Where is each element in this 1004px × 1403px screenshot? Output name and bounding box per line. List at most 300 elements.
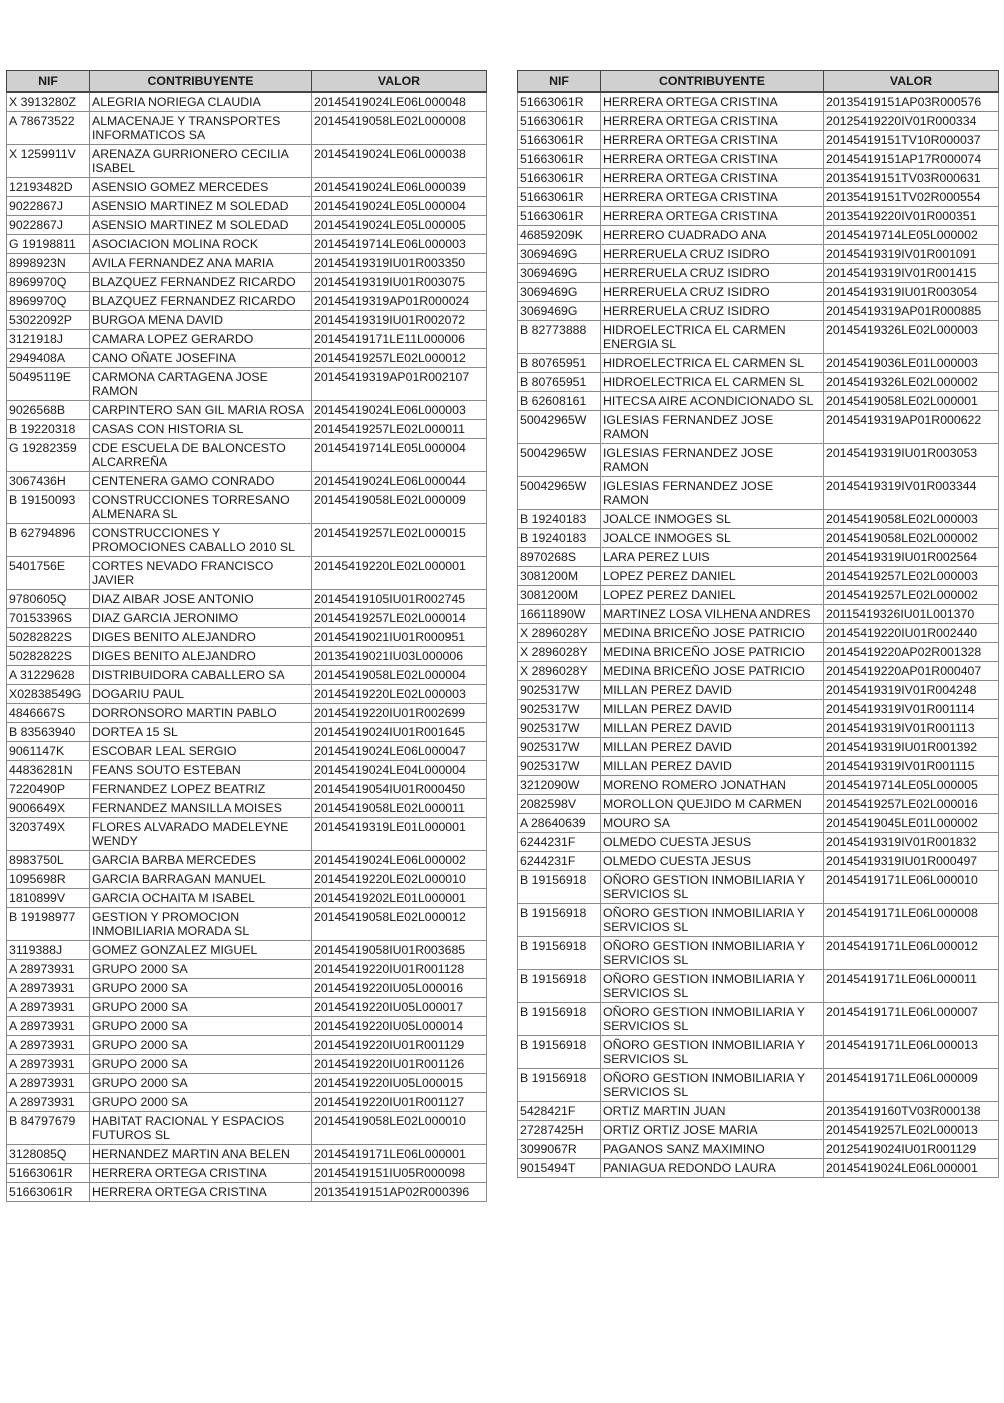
valor-cell: 20145419319AP01R000024 <box>312 292 487 311</box>
nif-cell: B 19240183 <box>518 529 601 548</box>
table-row <box>518 970 999 1003</box>
contribuyente-cell: DORRONSORO MARTIN PABLO <box>90 704 312 723</box>
table-row <box>7 908 487 941</box>
contribuyente-cell: OÑORO GESTION INMOBILIARIA Y SERVICIOS SL <box>601 1069 824 1102</box>
valor-cell: 20145419171LE06L000010 <box>824 871 999 904</box>
nif-cell: 9025317W <box>518 757 601 776</box>
nif-cell: 6244231F <box>518 833 601 852</box>
table-row <box>518 226 999 245</box>
valor-cell: 20145419024LE04L000004 <box>312 761 487 780</box>
valor-cell: 20145419220LE02L000010 <box>312 870 487 889</box>
table-row <box>7 1145 487 1164</box>
table-row <box>7 178 487 197</box>
valor-cell: 20145419319IU01R003075 <box>312 273 487 292</box>
valor-cell: 20145419220IU05L000015 <box>312 1074 487 1093</box>
table-row <box>7 851 487 870</box>
table-row <box>7 818 487 851</box>
contribuyente-cell: GARCIA BARRAGAN MANUEL <box>90 870 312 889</box>
nif-cell: B 80765951 <box>518 373 601 392</box>
contribuyente-cell: HERNANDEZ MARTIN ANA BELEN <box>90 1145 312 1164</box>
valor-cell: 20145419319LE01L000001 <box>312 818 487 851</box>
nif-cell: B 19156918 <box>518 1036 601 1069</box>
nif-cell: 8970268S <box>518 548 601 567</box>
contribuyente-cell: LOPEZ PEREZ DANIEL <box>601 586 824 605</box>
contribuyente-cell: MILLAN PEREZ DAVID <box>601 719 824 738</box>
nif-cell: 70153396S <box>7 609 90 628</box>
valor-cell: 20135419151TV02R000554 <box>824 188 999 207</box>
valor-cell: 20145419257LE02L000016 <box>824 795 999 814</box>
table-row <box>518 776 999 795</box>
nif-cell: 3128085Q <box>7 1145 90 1164</box>
contribuyente-cell: ASENSIO MARTINEZ M SOLEDAD <box>90 216 312 235</box>
contribuyente-cell: JOALCE INMOGES SL <box>601 510 824 529</box>
nif-cell: A 28973931 <box>7 1055 90 1074</box>
table-row <box>518 1003 999 1036</box>
contribuyente-cell: JOALCE INMOGES SL <box>601 529 824 548</box>
nif-cell: B 19156918 <box>518 871 601 904</box>
contribuyente-cell: GESTION Y PROMOCION INMOBILIARIA MORADA SL <box>90 908 312 941</box>
table-row <box>518 757 999 776</box>
table-row <box>7 92 487 112</box>
nif-cell: 3069469G <box>518 283 601 302</box>
nif-cell: B 19156918 <box>518 904 601 937</box>
table-row <box>518 1121 999 1140</box>
contribuyente-cell: MOROLLON QUEJIDO M CARMEN <box>601 795 824 814</box>
valor-cell: 20145419220IU01R001127 <box>312 1093 487 1112</box>
table-row <box>7 1017 487 1036</box>
contribuyente-cell: FERNANDEZ MANSILLA MOISES <box>90 799 312 818</box>
contribuyente-cell: MILLAN PEREZ DAVID <box>601 681 824 700</box>
nif-cell: B 82773888 <box>518 321 601 354</box>
valor-cell: 20145419202LE01L000001 <box>312 889 487 908</box>
nif-cell: A 28973931 <box>7 998 90 1017</box>
valor-cell: 20125419024IU01R001129 <box>824 1140 999 1159</box>
valor-cell: 20145419319IV01R001091 <box>824 245 999 264</box>
nif-cell: G 19282359 <box>7 439 90 472</box>
table-row <box>7 941 487 960</box>
contribuyente-cell: HERRERA ORTEGA CRISTINA <box>601 112 824 131</box>
valor-cell: 20145419024LE06L000039 <box>312 178 487 197</box>
nif-cell: 53022092P <box>7 311 90 330</box>
valor-cell: 20145419319IV01R003344 <box>824 477 999 510</box>
table-row <box>7 112 487 145</box>
table-row <box>7 889 487 908</box>
nif-cell: 4846667S <box>7 704 90 723</box>
valor-cell: 20145419326LE02L000002 <box>824 373 999 392</box>
nif-cell: 9015494T <box>518 1159 601 1178</box>
nif-cell: A 28973931 <box>7 1017 90 1036</box>
nif-cell: B 19156918 <box>518 1003 601 1036</box>
table-row <box>7 647 487 666</box>
contribuyente-cell: GRUPO 2000 SA <box>90 960 312 979</box>
contribuyente-cell: IGLESIAS FERNANDEZ JOSE RAMON <box>601 477 824 510</box>
contribuyente-cell: ASOCIACION MOLINA ROCK <box>90 235 312 254</box>
nif-cell: 8998923N <box>7 254 90 273</box>
valor-cell: 20145419058LE02L000010 <box>312 1112 487 1145</box>
table-row <box>7 197 487 216</box>
nif-cell: 9025317W <box>518 700 601 719</box>
nif-cell: 50042965W <box>518 477 601 510</box>
table-row <box>518 1102 999 1121</box>
contribuyente-cell: BURGOA MENA DAVID <box>90 311 312 330</box>
valor-cell: 20145419171LE06L000009 <box>824 1069 999 1102</box>
contribuyente-cell: OLMEDO CUESTA JESUS <box>601 833 824 852</box>
contribuyente-cell: DOGARIU PAUL <box>90 685 312 704</box>
nif-cell: B 19198977 <box>7 908 90 941</box>
table-row <box>518 624 999 643</box>
contribuyente-cell: BLAZQUEZ FERNANDEZ RICARDO <box>90 273 312 292</box>
table-row <box>7 998 487 1017</box>
nif-cell: A 28973931 <box>7 1074 90 1093</box>
nif-cell: 2082598V <box>518 795 601 814</box>
nif-cell: A 31229628 <box>7 666 90 685</box>
nif-cell: 3099067R <box>518 1140 601 1159</box>
contribuyente-cell: HERRERA ORTEGA CRISTINA <box>601 131 824 150</box>
nif-cell: 5401756E <box>7 557 90 590</box>
contribuyente-cell: HERRERA ORTEGA CRISTINA <box>601 92 824 112</box>
contribuyente-cell: HERRERUELA CRUZ ISIDRO <box>601 264 824 283</box>
nif-cell: 3069469G <box>518 264 601 283</box>
contribuyente-cell: IGLESIAS FERNANDEZ JOSE RAMON <box>601 444 824 477</box>
nif-cell: 50282822S <box>7 647 90 666</box>
valor-cell: 20145419171LE06L000013 <box>824 1036 999 1069</box>
valor-cell: 20145419220IU01R001128 <box>312 960 487 979</box>
contribuyente-cell: DIAZ GARCIA JERONIMO <box>90 609 312 628</box>
contribuyente-cell: DORTEA 15 SL <box>90 723 312 742</box>
valor-cell: 20145419319IV01R004248 <box>824 681 999 700</box>
contribuyente-cell: CASAS CON HISTORIA SL <box>90 420 312 439</box>
contribuyente-cell: HERRERUELA CRUZ ISIDRO <box>601 302 824 321</box>
table-row <box>7 254 487 273</box>
header-contribuyente: CONTRIBUYENTE <box>601 71 824 93</box>
contribuyente-cell: OÑORO GESTION INMOBILIARIA Y SERVICIOS SL <box>601 970 824 1003</box>
table-row <box>518 112 999 131</box>
valor-cell: 20145419319IV01R001115 <box>824 757 999 776</box>
contribuyente-cell: GARCIA OCHAITA M ISABEL <box>90 889 312 908</box>
valor-cell: 20135419220IV01R000351 <box>824 207 999 226</box>
table-row <box>7 216 487 235</box>
table-row <box>518 529 999 548</box>
valor-cell: 20145419036LE01L000003 <box>824 354 999 373</box>
valor-cell: 20145419024LE06L000047 <box>312 742 487 761</box>
contribuyente-cell: HIDROELECTRICA EL CARMEN SL <box>601 354 824 373</box>
table-row <box>7 311 487 330</box>
valor-cell: 20145419257LE02L000013 <box>824 1121 999 1140</box>
nif-cell: 1095698R <box>7 870 90 889</box>
table-row <box>7 761 487 780</box>
contribuyente-cell: GRUPO 2000 SA <box>90 998 312 1017</box>
table-row <box>7 1164 487 1183</box>
nif-cell: 8969970Q <box>7 273 90 292</box>
contribuyente-cell: HERRERA ORTEGA CRISTINA <box>601 207 824 226</box>
table-row <box>7 1093 487 1112</box>
table-row <box>7 666 487 685</box>
nif-cell: 3121918J <box>7 330 90 349</box>
nif-cell: X 2896028Y <box>518 643 601 662</box>
table-row <box>518 131 999 150</box>
table-row <box>7 401 487 420</box>
table-row <box>7 870 487 889</box>
table-row <box>518 302 999 321</box>
table-row <box>518 92 999 112</box>
table-row <box>7 368 487 401</box>
contribuyente-cell: MOURO SA <box>601 814 824 833</box>
valor-cell: 20145419024LE06L000002 <box>312 851 487 870</box>
nif-cell: A 28973931 <box>7 1036 90 1055</box>
nif-cell: B 19156918 <box>518 937 601 970</box>
nif-cell: X02838549G <box>7 685 90 704</box>
contribuyente-cell: FEANS SOUTO ESTEBAN <box>90 761 312 780</box>
valor-cell: 20145419024LE06L000038 <box>312 145 487 178</box>
valor-cell: 20145419171LE06L000001 <box>312 1145 487 1164</box>
contribuyente-cell: PANIAGUA REDONDO LAURA <box>601 1159 824 1178</box>
contribuyente-cell: ORTIZ ORTIZ JOSE MARIA <box>601 1121 824 1140</box>
left-table <box>6 70 487 1202</box>
valor-cell: 20145419257LE02L000003 <box>824 567 999 586</box>
contribuyente-cell: MARTINEZ LOSA VILHENA ANDRES <box>601 605 824 624</box>
contribuyente-cell: CENTENERA GAMO CONRADO <box>90 472 312 491</box>
table-row <box>518 373 999 392</box>
contribuyente-cell: BLAZQUEZ FERNANDEZ RICARDO <box>90 292 312 311</box>
valor-cell: 20145419714LE06L000003 <box>312 235 487 254</box>
nif-cell: 51663061R <box>518 169 601 188</box>
right-table <box>517 70 999 1178</box>
contribuyente-cell: CORTES NEVADO FRANCISCO JAVIER <box>90 557 312 590</box>
nif-cell: 9022867J <box>7 216 90 235</box>
table-row <box>518 392 999 411</box>
valor-cell: 20145419021IU01R000951 <box>312 628 487 647</box>
table-row <box>518 643 999 662</box>
valor-cell: 20145419220IU01R001129 <box>312 1036 487 1055</box>
contribuyente-cell: PAGANOS SANZ MAXIMINO <box>601 1140 824 1159</box>
contribuyente-cell: FERNANDEZ LOPEZ BEATRIZ <box>90 780 312 799</box>
nif-cell: 44836281N <box>7 761 90 780</box>
table-row <box>518 150 999 169</box>
table-row <box>7 742 487 761</box>
nif-cell: 3069469G <box>518 302 601 321</box>
contribuyente-cell: ALMACENAJE Y TRANSPORTES INFORMATICOS SA <box>90 112 312 145</box>
contribuyente-cell: DIAZ AIBAR JOSE ANTONIO <box>90 590 312 609</box>
contribuyente-cell: HERRERA ORTEGA CRISTINA <box>601 150 824 169</box>
valor-cell: 20145419319IU01R001392 <box>824 738 999 757</box>
contribuyente-cell: ALEGRIA NORIEGA CLAUDIA <box>90 92 312 112</box>
header-row <box>518 71 999 93</box>
valor-cell: 20135419021IU03L000006 <box>312 647 487 666</box>
table-row <box>518 264 999 283</box>
nif-cell: 9026568B <box>7 401 90 420</box>
valor-cell: 20145419319IU01R003054 <box>824 283 999 302</box>
nif-cell: 9006649X <box>7 799 90 818</box>
nif-cell: B 19240183 <box>518 510 601 529</box>
contribuyente-cell: OÑORO GESTION INMOBILIARIA Y SERVICIOS SL <box>601 1036 824 1069</box>
table-row <box>7 349 487 368</box>
table-row <box>7 524 487 557</box>
nif-cell: 3081200M <box>518 567 601 586</box>
table-row <box>518 937 999 970</box>
nif-cell: 50495119E <box>7 368 90 401</box>
valor-cell: 20145419024LE06L000003 <box>312 401 487 420</box>
contribuyente-cell: CANO OÑATE JOSEFINA <box>90 349 312 368</box>
nif-cell: B 84797679 <box>7 1112 90 1145</box>
table-row <box>7 1112 487 1145</box>
nif-cell: B 19150093 <box>7 491 90 524</box>
valor-cell: 20145419058LE02L000009 <box>312 491 487 524</box>
contribuyente-cell: IGLESIAS FERNANDEZ JOSE RAMON <box>601 411 824 444</box>
table-row <box>7 557 487 590</box>
valor-cell: 20145419220IU01R002440 <box>824 624 999 643</box>
table-row <box>7 491 487 524</box>
contribuyente-cell: CONSTRUCCIONES Y PROMOCIONES CABALLO 2010 SL <box>90 524 312 557</box>
contribuyente-cell: HIDROELECTRICA EL CARMEN SL <box>601 373 824 392</box>
contribuyente-cell: HERRERUELA CRUZ ISIDRO <box>601 283 824 302</box>
nif-cell: 8969970Q <box>7 292 90 311</box>
valor-cell: 20145419220AP02R001328 <box>824 643 999 662</box>
contribuyente-cell: MILLAN PEREZ DAVID <box>601 757 824 776</box>
valor-cell: 20145419319IV01R001114 <box>824 700 999 719</box>
contribuyente-cell: OÑORO GESTION INMOBILIARIA Y SERVICIOS SL <box>601 937 824 970</box>
valor-cell: 20145419171LE11L000006 <box>312 330 487 349</box>
contribuyente-cell: OÑORO GESTION INMOBILIARIA Y SERVICIOS SL <box>601 1003 824 1036</box>
table-row <box>7 273 487 292</box>
table-row <box>518 188 999 207</box>
table-row <box>518 833 999 852</box>
nif-cell: 51663061R <box>518 188 601 207</box>
contribuyente-cell: OÑORO GESTION INMOBILIARIA Y SERVICIOS SL <box>601 904 824 937</box>
contribuyente-cell: DIGES BENITO ALEJANDRO <box>90 647 312 666</box>
table-row <box>518 605 999 624</box>
valor-cell: 20145419257LE02L000012 <box>312 349 487 368</box>
table-row <box>518 321 999 354</box>
nif-cell: B 62608161 <box>518 392 601 411</box>
valor-cell: 20145419257LE02L000011 <box>312 420 487 439</box>
contribuyente-cell: HITECSA AIRE ACONDICIONADO SL <box>601 392 824 411</box>
table-row <box>518 477 999 510</box>
table-row <box>7 145 487 178</box>
contribuyente-cell: HERRERUELA CRUZ ISIDRO <box>601 245 824 264</box>
table-row <box>518 1069 999 1102</box>
contribuyente-cell: MEDINA BRICEÑO JOSE PATRICIO <box>601 643 824 662</box>
nif-cell: X 2896028Y <box>518 624 601 643</box>
table-row <box>7 799 487 818</box>
nif-cell: B 19220318 <box>7 420 90 439</box>
nif-cell: X 3913280Z <box>7 92 90 112</box>
nif-cell: X 2896028Y <box>518 662 601 681</box>
valor-cell: 20145419257LE02L000014 <box>312 609 487 628</box>
nif-cell: 51663061R <box>518 150 601 169</box>
valor-cell: 20145419024LE06L000001 <box>824 1159 999 1178</box>
header-row <box>7 71 487 93</box>
nif-cell: 9780605Q <box>7 590 90 609</box>
valor-cell: 20145419319AP01R000885 <box>824 302 999 321</box>
table-row <box>7 780 487 799</box>
contribuyente-cell: GRUPO 2000 SA <box>90 1093 312 1112</box>
valor-cell: 20145419220LE02L000001 <box>312 557 487 590</box>
valor-cell: 20145419171LE06L000007 <box>824 1003 999 1036</box>
header-contribuyente: CONTRIBUYENTE <box>90 71 312 93</box>
nif-cell: 3119388J <box>7 941 90 960</box>
valor-cell: 20115419326IU01L001370 <box>824 605 999 624</box>
valor-cell: 20145419220IU05L000014 <box>312 1017 487 1036</box>
valor-cell: 20145419319IU01R002564 <box>824 548 999 567</box>
valor-cell: 20145419220LE02L000003 <box>312 685 487 704</box>
valor-cell: 20145419058LE02L000011 <box>312 799 487 818</box>
contribuyente-cell: CARPINTERO SAN GIL MARIA ROSA <box>90 401 312 420</box>
contribuyente-cell: MILLAN PEREZ DAVID <box>601 700 824 719</box>
table-row <box>7 420 487 439</box>
table-row <box>518 662 999 681</box>
nif-cell: 5428421F <box>518 1102 601 1121</box>
table-row <box>7 330 487 349</box>
table-row <box>7 292 487 311</box>
valor-cell: 20145419257LE02L000002 <box>824 586 999 605</box>
nif-cell: 51663061R <box>7 1183 90 1202</box>
contribuyente-cell: CONSTRUCCIONES TORRESANO ALMENARA SL <box>90 491 312 524</box>
table-row <box>518 1140 999 1159</box>
nif-cell: G 19198811 <box>7 235 90 254</box>
table-row <box>518 871 999 904</box>
nif-cell: B 83563940 <box>7 723 90 742</box>
contribuyente-cell: FLORES ALVARADO MADELEYNE WENDY <box>90 818 312 851</box>
nif-cell: 2949408A <box>7 349 90 368</box>
nif-cell: 50042965W <box>518 444 601 477</box>
contribuyente-cell: MILLAN PEREZ DAVID <box>601 738 824 757</box>
valor-cell: 20145419714LE05L000002 <box>824 226 999 245</box>
valor-cell: 20125419220IV01R000334 <box>824 112 999 131</box>
valor-cell: 20135419151AP03R000576 <box>824 92 999 112</box>
table-row <box>7 960 487 979</box>
nif-cell: A 78673522 <box>7 112 90 145</box>
valor-cell: 20145419058LE02L000008 <box>312 112 487 145</box>
nif-cell: B 19156918 <box>518 970 601 1003</box>
contribuyente-cell: GRUPO 2000 SA <box>90 1036 312 1055</box>
nif-cell: 9061147K <box>7 742 90 761</box>
valor-cell: 20145419319AP01R000622 <box>824 411 999 444</box>
valor-cell: 20145419024IU01R001645 <box>312 723 487 742</box>
header-nif: NIF <box>7 71 90 93</box>
valor-cell: 20145419257LE02L000015 <box>312 524 487 557</box>
contribuyente-cell: LOPEZ PEREZ DANIEL <box>601 567 824 586</box>
valor-cell: 20145419319IV01R001832 <box>824 833 999 852</box>
contribuyente-cell: HABITAT RACIONAL Y ESPACIOS FUTUROS SL <box>90 1112 312 1145</box>
table-row <box>7 609 487 628</box>
table-row <box>518 207 999 226</box>
nif-cell: 16611890W <box>518 605 601 624</box>
table-row <box>7 723 487 742</box>
nif-cell: 9022867J <box>7 197 90 216</box>
contribuyente-cell: GARCIA BARBA MERCEDES <box>90 851 312 870</box>
nif-cell: B 62794896 <box>7 524 90 557</box>
nif-cell: 3069469G <box>518 245 601 264</box>
valor-cell: 20145419058LE02L000002 <box>824 529 999 548</box>
valor-cell: 20145419319IU01R003350 <box>312 254 487 273</box>
valor-cell: 20145419714LE05L000004 <box>312 439 487 472</box>
valor-cell: 20145419171LE06L000011 <box>824 970 999 1003</box>
valor-cell: 20145419105IU01R002745 <box>312 590 487 609</box>
valor-cell: 20145419220IU01R001126 <box>312 1055 487 1074</box>
valor-cell: 20145419319IU01R000497 <box>824 852 999 871</box>
valor-cell: 20145419714LE05L000005 <box>824 776 999 795</box>
nif-cell: A 28973931 <box>7 1093 90 1112</box>
contribuyente-cell: HERRERA ORTEGA CRISTINA <box>90 1183 312 1202</box>
table-row <box>7 704 487 723</box>
contribuyente-cell: DISTRIBUIDORA CABALLERO SA <box>90 666 312 685</box>
contribuyente-cell: GRUPO 2000 SA <box>90 1017 312 1036</box>
valor-cell: 20145419024LE06L000044 <box>312 472 487 491</box>
table-row <box>7 1036 487 1055</box>
nif-cell: X 1259911V <box>7 145 90 178</box>
table-row <box>7 1055 487 1074</box>
header-valor: VALOR <box>824 71 999 93</box>
